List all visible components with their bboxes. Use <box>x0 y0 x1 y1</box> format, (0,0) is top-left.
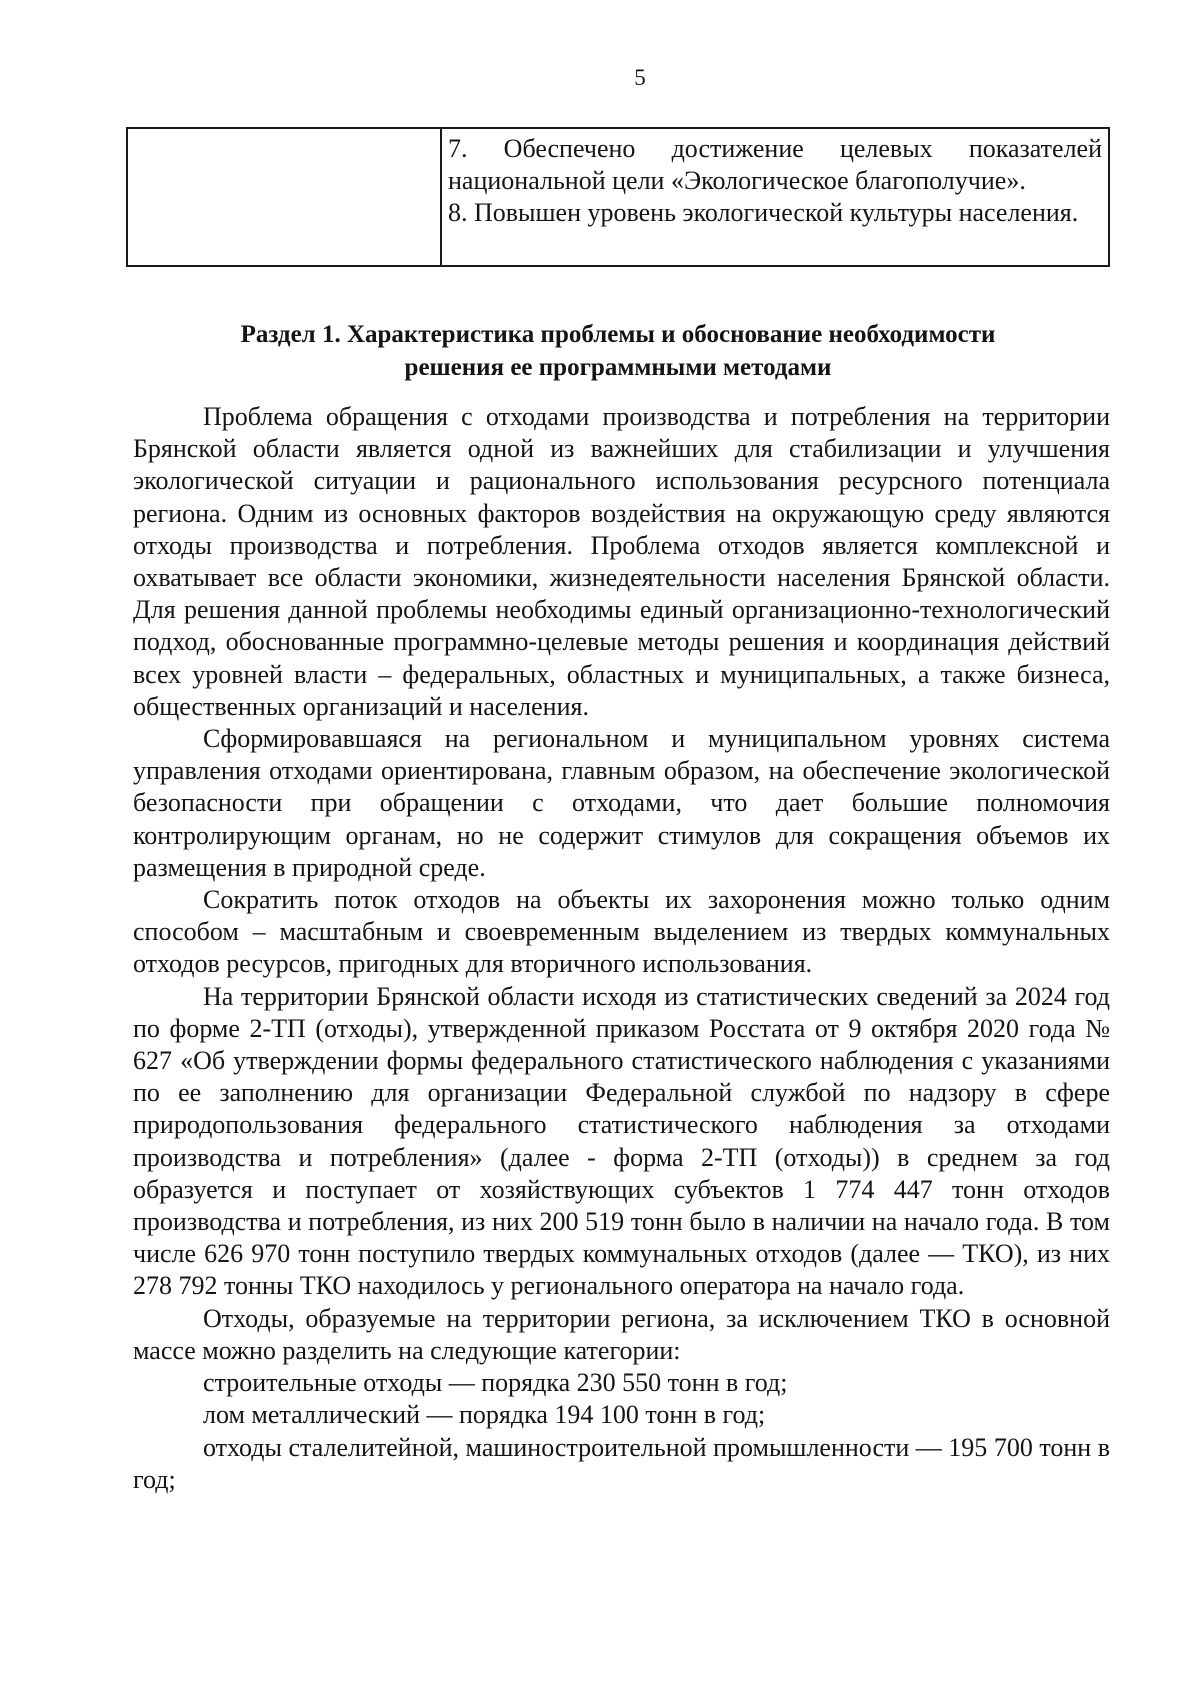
section-title-line-1: Раздел 1. Характеристика проблемы и обоснование необходимости <box>240 321 996 348</box>
section-title-line-2: решения ее программными методами <box>404 354 832 381</box>
paragraph-reduce-flow: Сократить поток отходов на объекты их захоронения можно только одним способом – масштабным и своевременным выделением из твердых коммунальных отходов ресурсов, пригодных для вторичного использования. <box>133 885 1110 979</box>
section-body <box>133 401 1110 1496</box>
paragraph-categories: Отходы, образуемые на территории региона, за исключением ТКО в основной массе можно разделить на следующие категории: <box>133 1303 1110 1365</box>
paragraph-statistics: На территории Брянской области исходя из статистических сведений за 2024 год по форме 2-ТП (отходы), утвержденной приказом Росстата от 9 октября 2020 года № 627 «Об утверждении формы федерального статистического наблюдения с указаниями по ее заполнению для организации Федеральной службой по надзору в сфере природопользования федерального статистического наблюдения за отходами производства и потребления» (далее - форма 2-ТП (отходы)) в среднем за год образуется и поступает от хозяйствующих субъектов 1 774 447 тонн отходов производства и потребления, из них 200 519 тонн было в наличии на начало года. В том числе 626 970 тонн поступило твердых коммунальных отходов (далее — ТКО), из них 278 792 тонны ТКО находилось у регионального оператора на начало года. <box>133 981 1110 1301</box>
table-cell-empty <box>128 129 442 265</box>
page-number: 5 <box>634 65 646 90</box>
list-item-construction: строительные отходы — порядка 230 550 тонн в год; <box>203 1368 788 1398</box>
continuation-table <box>126 127 1110 267</box>
table-cell-results <box>442 129 1108 265</box>
paragraph-problem: Проблема обращения с отходами производства и потребления на территории Брянской области является одной из важнейших для стабилизации и улучшения экологической ситуации и рационального использования ресурсного потенциала региона. Одним из основных факторов воздействия на окружающую среду являются отходы производства и потребления. Проблема отходов является комплексной и охватывает все области экономики, жизнедеятельности населения Брянской области. Для решения данной проблемы необходимы единый организационно-технологический подход, обоснованные программно-целевые методы решения и координация действий всех уровней власти – федеральных, областных и муниципальных, а также бизнеса, общественных организаций и населения. <box>133 402 1110 721</box>
table-item-7: 7. Обеспечено достижение целевых показателей национальной цели «Экологическое благополучие». <box>448 134 1102 195</box>
section-title <box>126 318 1110 384</box>
list-item-metal-scrap: лом металлический — порядка 194 100 тонн в год; <box>203 1400 766 1430</box>
paragraph-management-system: Сформировавшаяся на региональном и муниципальном уровнях система управления отходами ориентирована, главным образом, на обеспечение экологической безопасности при обращении с отходами, что дает большие полномочия контролирующим органам, но не содержит стимулов для сокращения объемов их размещения в природной среде. <box>133 724 1110 882</box>
list-item-steel-industry: отходы сталелитейной, машиностроительной промышленности — 195 700 тонн в год; <box>133 1432 1110 1494</box>
table-item-8: 8. Повышен уровень экологической культуры населения. <box>448 198 1079 227</box>
